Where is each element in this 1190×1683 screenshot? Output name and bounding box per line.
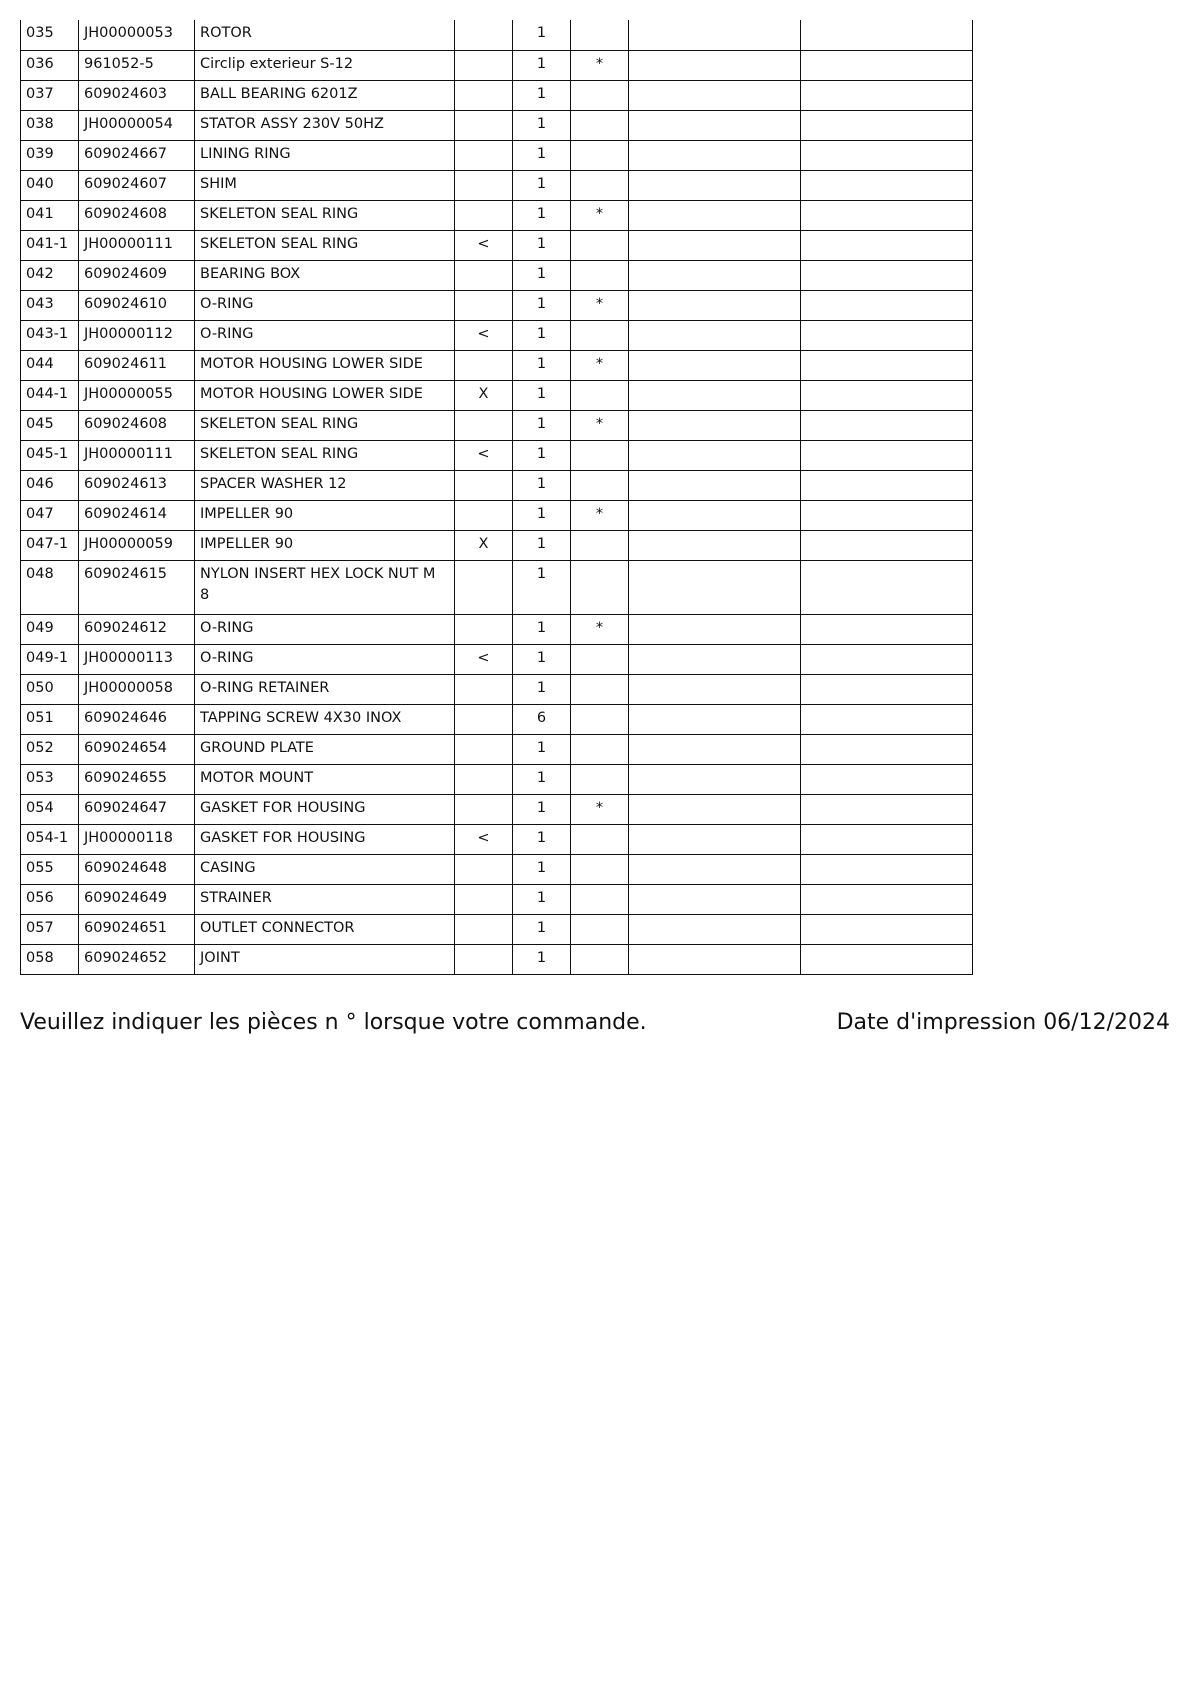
empty-cell [629, 50, 801, 80]
recommended-cell: * [571, 500, 629, 530]
empty-cell [629, 230, 801, 260]
empty-cell [629, 614, 801, 644]
empty-cell [801, 500, 973, 530]
description-cell: O-RING RETAINER [195, 674, 455, 704]
order-note: Veuillez indiquer les pièces n ° lorsque votre commande. [20, 1010, 647, 1035]
empty-cell [801, 794, 973, 824]
part-number-cell: 055 [21, 854, 79, 884]
description-cell: SPACER WASHER 12 [195, 470, 455, 500]
indicator-cell [455, 734, 513, 764]
quantity-cell: 1 [513, 530, 571, 560]
part-number-cell: 043 [21, 290, 79, 320]
table-row [21, 110, 973, 140]
empty-cell [801, 470, 973, 500]
reference-cell: JH00000113 [79, 644, 195, 674]
quantity-cell: 1 [513, 170, 571, 200]
reference-cell: 609024646 [79, 704, 195, 734]
empty-cell [801, 260, 973, 290]
quantity-cell: 1 [513, 20, 571, 50]
recommended-cell [571, 530, 629, 560]
recommended-cell [571, 20, 629, 50]
description-cell: MOTOR HOUSING LOWER SIDE [195, 350, 455, 380]
empty-cell [801, 290, 973, 320]
reference-cell: 609024603 [79, 80, 195, 110]
empty-cell [801, 704, 973, 734]
recommended-cell: * [571, 290, 629, 320]
table-row [21, 200, 973, 230]
empty-cell [801, 884, 973, 914]
empty-cell [629, 884, 801, 914]
indicator-cell [455, 260, 513, 290]
indicator-cell [455, 944, 513, 974]
reference-cell: JH00000054 [79, 110, 195, 140]
recommended-cell [571, 734, 629, 764]
recommended-cell [571, 320, 629, 350]
empty-cell [801, 854, 973, 884]
empty-cell [629, 470, 801, 500]
empty-cell [629, 140, 801, 170]
empty-cell [629, 854, 801, 884]
part-number-cell: 049 [21, 614, 79, 644]
quantity-cell: 1 [513, 794, 571, 824]
reference-cell: 961052-5 [79, 50, 195, 80]
empty-cell [801, 734, 973, 764]
parts-table [20, 20, 973, 975]
parts-table-body [21, 20, 973, 974]
empty-cell [629, 560, 801, 614]
table-row [21, 230, 973, 260]
empty-cell [629, 734, 801, 764]
quantity-cell: 1 [513, 944, 571, 974]
reference-cell: 609024608 [79, 200, 195, 230]
description-cell: BEARING BOX [195, 260, 455, 290]
quantity-cell: 6 [513, 704, 571, 734]
table-row [21, 704, 973, 734]
quantity-cell: 1 [513, 440, 571, 470]
recommended-cell [571, 944, 629, 974]
recommended-cell [571, 170, 629, 200]
empty-cell [629, 914, 801, 944]
reference-cell: 609024615 [79, 560, 195, 614]
reference-cell: JH00000059 [79, 530, 195, 560]
recommended-cell [571, 854, 629, 884]
quantity-cell: 1 [513, 734, 571, 764]
description-cell: NYLON INSERT HEX LOCK NUT M 8 [195, 560, 455, 614]
empty-cell [629, 170, 801, 200]
table-row [21, 50, 973, 80]
table-row [21, 350, 973, 380]
table-row [21, 500, 973, 530]
indicator-cell [455, 170, 513, 200]
reference-cell: 609024647 [79, 794, 195, 824]
recommended-cell [571, 824, 629, 854]
empty-cell [629, 260, 801, 290]
indicator-cell [455, 470, 513, 500]
empty-cell [801, 674, 973, 704]
table-row [21, 290, 973, 320]
indicator-cell [455, 110, 513, 140]
reference-cell: 609024610 [79, 290, 195, 320]
empty-cell [629, 764, 801, 794]
table-row [21, 410, 973, 440]
table-row [21, 884, 973, 914]
indicator-cell [455, 560, 513, 614]
quantity-cell: 1 [513, 560, 571, 614]
description-cell: JOINT [195, 944, 455, 974]
reference-cell: 609024607 [79, 170, 195, 200]
description-cell: BALL BEARING 6201Z [195, 80, 455, 110]
quantity-cell: 1 [513, 350, 571, 380]
table-row [21, 794, 973, 824]
table-row [21, 20, 973, 50]
reference-cell: JH00000055 [79, 380, 195, 410]
table-row [21, 764, 973, 794]
reference-cell: 609024648 [79, 854, 195, 884]
recommended-cell [571, 674, 629, 704]
empty-cell [801, 50, 973, 80]
quantity-cell: 1 [513, 200, 571, 230]
part-number-cell: 045 [21, 410, 79, 440]
empty-cell [629, 290, 801, 320]
reference-cell: 609024612 [79, 614, 195, 644]
part-number-cell: 041 [21, 200, 79, 230]
empty-cell [629, 704, 801, 734]
table-row [21, 560, 973, 614]
table-row [21, 914, 973, 944]
recommended-cell [571, 440, 629, 470]
table-row [21, 80, 973, 110]
table-row [21, 380, 973, 410]
description-cell: Circlip exterieur S-12 [195, 50, 455, 80]
part-number-cell: 050 [21, 674, 79, 704]
empty-cell [801, 80, 973, 110]
part-number-cell: 037 [21, 80, 79, 110]
part-number-cell: 047-1 [21, 530, 79, 560]
quantity-cell: 1 [513, 290, 571, 320]
empty-cell [801, 440, 973, 470]
empty-cell [801, 140, 973, 170]
indicator-cell [455, 614, 513, 644]
reference-cell: 609024614 [79, 500, 195, 530]
reference-cell: 609024609 [79, 260, 195, 290]
quantity-cell: 1 [513, 260, 571, 290]
indicator-cell [455, 854, 513, 884]
empty-cell [629, 794, 801, 824]
indicator-cell [455, 350, 513, 380]
quantity-cell: 1 [513, 50, 571, 80]
reference-cell: 609024654 [79, 734, 195, 764]
reference-cell: 609024651 [79, 914, 195, 944]
reference-cell: 609024611 [79, 350, 195, 380]
description-cell: SHIM [195, 170, 455, 200]
indicator-cell: X [455, 530, 513, 560]
empty-cell [801, 614, 973, 644]
reference-cell: 609024608 [79, 410, 195, 440]
table-row [21, 470, 973, 500]
empty-cell [801, 914, 973, 944]
empty-cell [801, 230, 973, 260]
reference-cell: JH00000112 [79, 320, 195, 350]
table-row [21, 854, 973, 884]
quantity-cell: 1 [513, 140, 571, 170]
recommended-cell [571, 644, 629, 674]
quantity-cell: 1 [513, 854, 571, 884]
recommended-cell [571, 764, 629, 794]
table-row [21, 530, 973, 560]
empty-cell [801, 380, 973, 410]
recommended-cell: * [571, 614, 629, 644]
table-row [21, 260, 973, 290]
empty-cell [801, 170, 973, 200]
indicator-cell: < [455, 824, 513, 854]
indicator-cell [455, 410, 513, 440]
description-cell: MOTOR HOUSING LOWER SIDE [195, 380, 455, 410]
reference-cell: JH00000058 [79, 674, 195, 704]
description-cell: CASING [195, 854, 455, 884]
quantity-cell: 1 [513, 644, 571, 674]
indicator-cell: < [455, 320, 513, 350]
empty-cell [629, 20, 801, 50]
description-cell: IMPELLER 90 [195, 500, 455, 530]
reference-cell: JH00000053 [79, 20, 195, 50]
description-cell: STRAINER [195, 884, 455, 914]
recommended-cell [571, 110, 629, 140]
reference-cell: JH00000111 [79, 230, 195, 260]
indicator-cell [455, 674, 513, 704]
recommended-cell: * [571, 350, 629, 380]
empty-cell [629, 674, 801, 704]
part-number-cell: 058 [21, 944, 79, 974]
quantity-cell: 1 [513, 500, 571, 530]
quantity-cell: 1 [513, 764, 571, 794]
description-cell: O-RING [195, 290, 455, 320]
reference-cell: 609024655 [79, 764, 195, 794]
reference-cell: 609024652 [79, 944, 195, 974]
description-cell: IMPELLER 90 [195, 530, 455, 560]
part-number-cell: 054-1 [21, 824, 79, 854]
recommended-cell: * [571, 410, 629, 440]
indicator-cell: < [455, 230, 513, 260]
description-cell: OUTLET CONNECTOR [195, 914, 455, 944]
reference-cell: 609024649 [79, 884, 195, 914]
table-row [21, 170, 973, 200]
recommended-cell [571, 80, 629, 110]
recommended-cell: * [571, 200, 629, 230]
empty-cell [801, 350, 973, 380]
empty-cell [801, 110, 973, 140]
part-number-cell: 040 [21, 170, 79, 200]
indicator-cell: < [455, 644, 513, 674]
recommended-cell: * [571, 794, 629, 824]
reference-cell: 609024613 [79, 470, 195, 500]
part-number-cell: 039 [21, 140, 79, 170]
description-cell: LINING RING [195, 140, 455, 170]
table-row [21, 944, 973, 974]
quantity-cell: 1 [513, 80, 571, 110]
part-number-cell: 038 [21, 110, 79, 140]
description-cell: GROUND PLATE [195, 734, 455, 764]
description-cell: O-RING [195, 320, 455, 350]
part-number-cell: 049-1 [21, 644, 79, 674]
print-date: Date d'impression 06/12/2024 [836, 1010, 1170, 1035]
quantity-cell: 1 [513, 410, 571, 440]
recommended-cell [571, 704, 629, 734]
recommended-cell: * [571, 50, 629, 80]
empty-cell [801, 20, 973, 50]
empty-cell [801, 824, 973, 854]
empty-cell [801, 764, 973, 794]
empty-cell [629, 350, 801, 380]
indicator-cell: < [455, 440, 513, 470]
indicator-cell [455, 290, 513, 320]
table-row [21, 824, 973, 854]
empty-cell [801, 530, 973, 560]
table-row [21, 440, 973, 470]
quantity-cell: 1 [513, 380, 571, 410]
table-row [21, 644, 973, 674]
part-number-cell: 054 [21, 794, 79, 824]
part-number-cell: 057 [21, 914, 79, 944]
indicator-cell [455, 50, 513, 80]
recommended-cell [571, 914, 629, 944]
part-number-cell: 035 [21, 20, 79, 50]
table-row [21, 140, 973, 170]
recommended-cell [571, 470, 629, 500]
part-number-cell: 046 [21, 470, 79, 500]
part-number-cell: 051 [21, 704, 79, 734]
description-cell: GASKET FOR HOUSING [195, 794, 455, 824]
indicator-cell [455, 704, 513, 734]
indicator-cell [455, 884, 513, 914]
empty-cell [629, 380, 801, 410]
empty-cell [801, 944, 973, 974]
table-row [21, 674, 973, 704]
description-cell: TAPPING SCREW 4X30 INOX [195, 704, 455, 734]
recommended-cell [571, 380, 629, 410]
description-cell: O-RING [195, 614, 455, 644]
quantity-cell: 1 [513, 884, 571, 914]
description-cell: GASKET FOR HOUSING [195, 824, 455, 854]
reference-cell: JH00000118 [79, 824, 195, 854]
part-number-cell: 044-1 [21, 380, 79, 410]
empty-cell [629, 440, 801, 470]
description-cell: SKELETON SEAL RING [195, 410, 455, 440]
part-number-cell: 052 [21, 734, 79, 764]
recommended-cell [571, 560, 629, 614]
table-row [21, 734, 973, 764]
part-number-cell: 036 [21, 50, 79, 80]
part-number-cell: 056 [21, 884, 79, 914]
part-number-cell: 042 [21, 260, 79, 290]
empty-cell [801, 560, 973, 614]
part-number-cell: 053 [21, 764, 79, 794]
indicator-cell: X [455, 380, 513, 410]
part-number-cell: 043-1 [21, 320, 79, 350]
empty-cell [629, 530, 801, 560]
description-cell: SKELETON SEAL RING [195, 230, 455, 260]
indicator-cell [455, 794, 513, 824]
indicator-cell [455, 914, 513, 944]
description-cell: O-RING [195, 644, 455, 674]
empty-cell [801, 200, 973, 230]
description-cell: SKELETON SEAL RING [195, 440, 455, 470]
recommended-cell [571, 260, 629, 290]
quantity-cell: 1 [513, 674, 571, 704]
part-number-cell: 045-1 [21, 440, 79, 470]
empty-cell [801, 644, 973, 674]
part-number-cell: 047 [21, 500, 79, 530]
indicator-cell [455, 140, 513, 170]
description-cell: MOTOR MOUNT [195, 764, 455, 794]
description-cell: ROTOR [195, 20, 455, 50]
part-number-cell: 041-1 [21, 230, 79, 260]
recommended-cell [571, 884, 629, 914]
table-row [21, 614, 973, 644]
part-number-cell: 044 [21, 350, 79, 380]
quantity-cell: 1 [513, 320, 571, 350]
empty-cell [629, 320, 801, 350]
empty-cell [801, 320, 973, 350]
table-row [21, 320, 973, 350]
recommended-cell [571, 140, 629, 170]
part-number-cell: 048 [21, 560, 79, 614]
indicator-cell [455, 764, 513, 794]
empty-cell [629, 200, 801, 230]
quantity-cell: 1 [513, 614, 571, 644]
quantity-cell: 1 [513, 470, 571, 500]
empty-cell [629, 824, 801, 854]
indicator-cell [455, 20, 513, 50]
reference-cell: 609024667 [79, 140, 195, 170]
recommended-cell [571, 230, 629, 260]
empty-cell [629, 500, 801, 530]
empty-cell [629, 644, 801, 674]
description-cell: STATOR ASSY 230V 50HZ [195, 110, 455, 140]
quantity-cell: 1 [513, 230, 571, 260]
indicator-cell [455, 80, 513, 110]
quantity-cell: 1 [513, 110, 571, 140]
quantity-cell: 1 [513, 824, 571, 854]
indicator-cell [455, 200, 513, 230]
indicator-cell [455, 500, 513, 530]
empty-cell [629, 410, 801, 440]
empty-cell [801, 410, 973, 440]
empty-cell [629, 944, 801, 974]
empty-cell [629, 80, 801, 110]
empty-cell [629, 110, 801, 140]
quantity-cell: 1 [513, 914, 571, 944]
description-cell: SKELETON SEAL RING [195, 200, 455, 230]
reference-cell: JH00000111 [79, 440, 195, 470]
